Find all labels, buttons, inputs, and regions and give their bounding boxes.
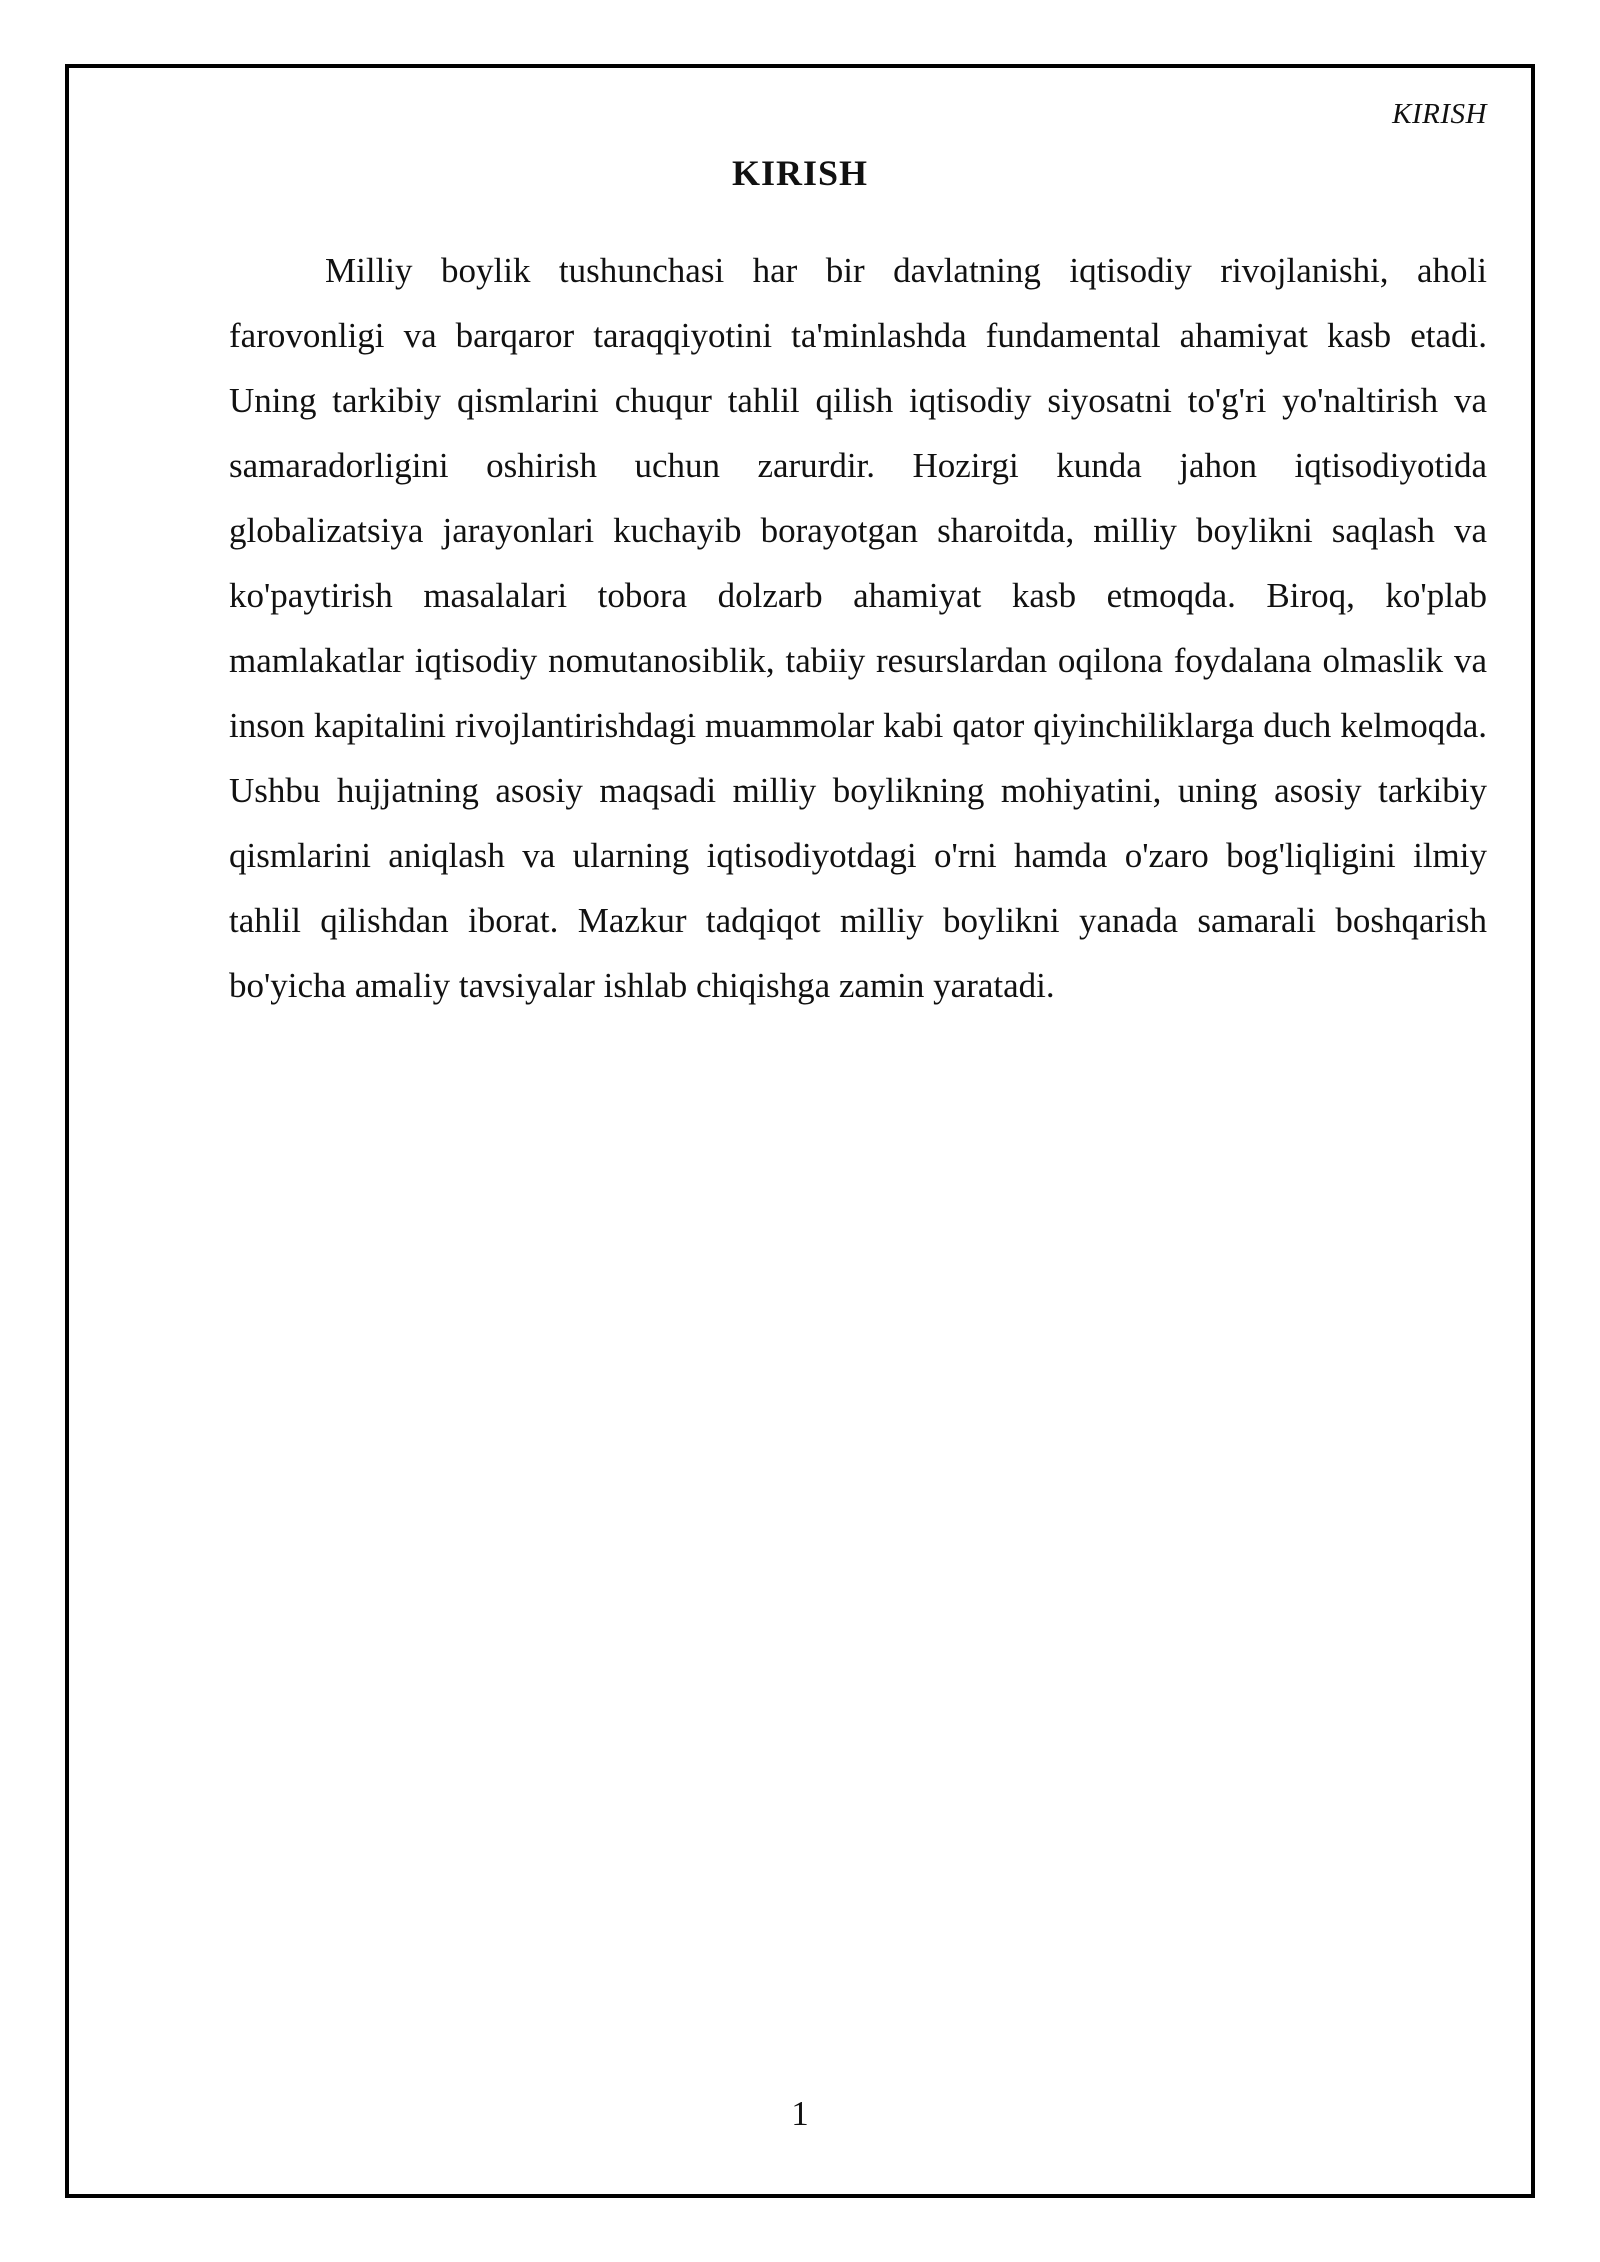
body-paragraph: Milliy boylik tushunchasi har bir davlatning iqtisodiy rivojlanishi, aholi farovonligi va barqaror taraqqiyotini ta'minlashda fundamental ahamiyat kasb etadi. Uning tarkibiy qismlarini chuqur tahlil qilish iqtisodiy siyosatni to'g'ri yo'naltirish va samaradorligini oshirish uchun zarurdir. Hozirgi kunda jahon iqtisodiyotida globalizatsiya jarayonlari kuchayib borayotgan sharoitda, milliy boylikni saqlash va ko'paytirish masalalari tobora dolzarb ahamiyat kasb etmoqda. Biroq, ko'plab mamlakatlar iqtisodiy nomutanosiblik, tabiiy resurslardan oqilona foydalana olmaslik va inson kapitalini rivojlantirishdagi muammolar kabi qator qiyinchiliklarga duch kelmoqda. Ushbu hujjatning asosiy maqsadi milliy boylikning mohiyatini, uning asosiy tarkibiy qismlarini aniqlash va ularning iqtisodiyotdagi o'rni hamda o'zaro bog'liqligini ilmiy tahlil qilishdan iborat. Mazkur tadqiqot milliy boylikni yanada samarali boshqarish bo'yicha amaliy tavsiyalar ishlab chiqishga zamin yaratadi.	[229, 251, 1487, 1005]
running-header: KIRISH	[1392, 98, 1487, 130]
page-title: KIRISH	[731, 153, 869, 193]
page-number: 1	[791, 2094, 809, 2133]
